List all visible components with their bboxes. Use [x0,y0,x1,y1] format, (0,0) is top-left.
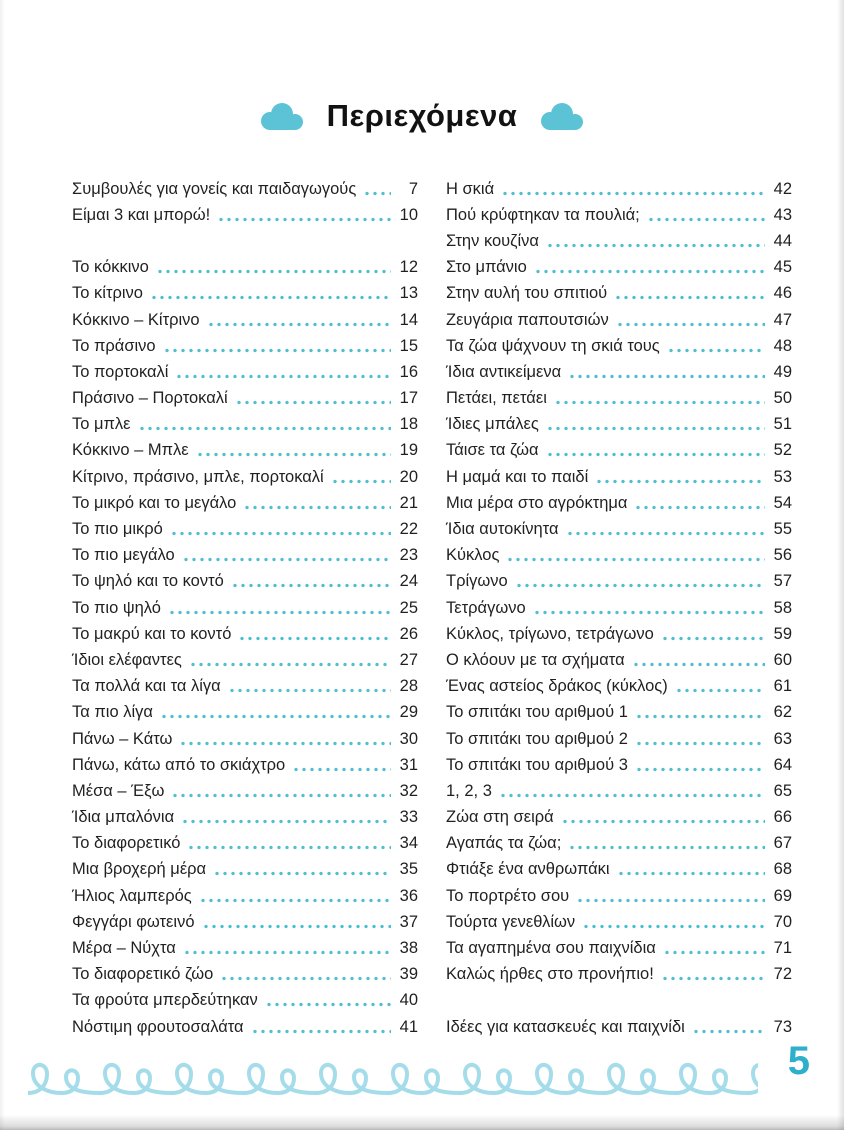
page-title: Περιεχόμενα [326,98,518,133]
toc-entry [72,988,418,1014]
toc-entry-title: Στην κουζίνα [446,231,539,250]
toc-entry [72,909,418,935]
toc-entry [446,883,792,909]
toc-entry [72,647,418,673]
toc-entry-page: 54 [773,493,792,512]
dotted-leader [217,217,391,222]
toc-entry-title: Το πιο μεγάλο [72,546,175,565]
toc-entry [446,543,792,569]
toc-entry-title: Ίδιοι ελέφαντες [72,650,182,669]
dotted-leader [163,348,391,353]
toc-entry-page: 59 [773,624,792,643]
toc-entry [446,621,792,647]
toc-entry [72,752,418,778]
dotted-leader [534,269,765,274]
dotted-leader [566,531,766,536]
toc-entry [446,1014,792,1040]
toc-entry [72,595,418,621]
toc-entry [446,935,792,961]
toc-entry [72,778,418,804]
dotted-leader [661,636,765,641]
toc-entry-title: Τα πολλά και τα λίγα [72,677,221,696]
toc-entry [446,333,792,359]
dotted-leader [138,426,391,431]
dotted-leader [228,688,391,693]
toc-entry [72,359,418,385]
toc-entry-page: 42 [773,179,792,198]
dotted-leader [499,793,765,798]
toc-entry-title: Καλώς ήρθες στο προνήπιο! [446,965,654,984]
toc-entry [446,726,792,752]
toc-entry-page: 71 [773,939,792,958]
toc-entry-page: 15 [399,336,418,355]
toc-entry-title: Τρίγωνο [446,572,508,591]
dotted-leader [202,924,391,929]
toc-entry [446,490,792,516]
dotted-leader [647,217,765,222]
toc-entry [72,438,418,464]
toc-entry [446,516,792,542]
dotted-leader [533,610,765,615]
toc-entry [446,674,792,700]
toc-entry-page: 62 [773,703,792,722]
toc-entry-page: 43 [773,205,792,224]
toc-entry-page: 70 [773,912,792,931]
toc-entry-title: Μέρα – Νύχτα [72,939,176,958]
toc-entry-title: Το σπιτάκι του αριθμού 1 [446,703,628,722]
toc-entry-title: Τα ζώα ψάχνουν τη σκιά τους [446,336,660,355]
toc-entry-title: Τα φρούτα μπερδεύτηκαν [72,991,258,1010]
dotted-leader [667,348,765,353]
toc-entry-title: Κύκλος [446,546,500,565]
toc-entry [446,307,792,333]
page-edge-shadow-bottom [0,1115,844,1130]
toc-entry-page: 36 [399,886,418,905]
cloud-icon-right [537,101,587,131]
page-header [0,98,844,134]
toc-entry-title: Κόκκινο – Κίτρινο [72,310,200,329]
toc-entry-title: Το μπλε [72,415,131,434]
dotted-leader [561,819,765,824]
dotted-leader [170,531,391,536]
toc-entry-page: 72 [773,965,792,984]
dotted-leader [616,322,765,327]
toc-entry-page: 45 [773,258,792,277]
dotted-leader [181,819,391,824]
toc-entry [446,857,792,883]
dotted-leader [213,871,391,876]
dotted-leader [506,557,765,562]
toc-entry-title: Κόκκινο – Μπλε [72,441,189,460]
toc-entry-title: Ίδιες μπάλες [446,415,539,434]
dotted-leader [554,400,765,405]
dotted-leader [182,557,391,562]
dotted-leader [265,1002,391,1007]
toc-entry [72,464,418,490]
dotted-leader [568,845,765,850]
toc-entry [446,569,792,595]
toc-entry [72,935,418,961]
squiggle-border [28,1056,758,1102]
toc-entry-title: Πάνω – Κάτω [72,729,173,748]
toc-entry-title: Ζώα στη σειρά [446,808,554,827]
toc-entry-page: 52 [773,441,792,460]
toc-entry-page: 37 [399,912,418,931]
toc-entry-title: Πού κρύφτηκαν τα πουλιά; [446,205,640,224]
toc-entry-page: 26 [399,624,418,643]
toc-entry-title: Το πιο ψηλό [72,598,161,617]
toc-entry [72,674,418,700]
toc-entry-page: 18 [399,415,418,434]
dotted-leader [183,950,391,955]
toc-entry-page: 61 [773,677,792,696]
dotted-leader [292,767,391,772]
toc-entry-page: 65 [773,781,792,800]
toc-entry-page: 41 [399,1017,418,1036]
toc-entry-title: Ζευγάρια παπουτσιών [446,310,609,329]
page-edge-shadow-right [837,0,844,1130]
dotted-leader [632,662,765,667]
toc-entry-title: Τα αγαπημένα σου παιχνίδια [446,939,656,958]
toc-entry [72,307,418,333]
toc-entry-title: Το μικρό και το μεγάλο [72,493,237,512]
toc-entry [446,831,792,857]
toc-entry-page: 66 [773,808,792,827]
toc-entry-title: Πάνω, κάτω από το σκιάχτρο [72,755,286,774]
toc-entry [446,176,792,202]
toc-entry [72,176,418,202]
dotted-leader [546,426,765,431]
dotted-leader [171,793,391,798]
toc-entry-title: Τα πιο λίγα [72,703,153,722]
toc-entry-page: 51 [773,415,792,434]
toc-entry [72,490,418,516]
toc-entry-title: Μια βροχερή μέρα [72,860,207,879]
toc-entry-title: Το διαφορετικό [72,834,181,853]
toc-entry-title: Ιδέες για κατασκευές και παιχνίδι [446,1017,685,1036]
toc-entry-title: Το πράσινο [72,336,156,355]
toc-entry [72,516,418,542]
toc-entry-title: Το σπιτάκι του αριθμού 3 [446,755,628,774]
toc-entry-title: Το διαφορετικό ζώο [72,965,214,984]
toc-entry-title: Νόστιμη φρουτοσαλάτα [72,1017,244,1036]
toc-entry [446,752,792,778]
dotted-leader [220,976,391,981]
toc-entry [446,359,792,385]
dotted-leader [150,295,391,300]
toc-column-left [72,176,418,1040]
toc-entry-page: 68 [773,860,792,879]
dotted-leader [635,741,765,746]
toc-entry-title: Τετράγωνο [446,598,526,617]
cloud-icon-left [257,101,307,131]
toc-entry-page: 23 [399,546,418,565]
toc-entry-page: 73 [773,1017,792,1036]
dotted-leader [614,295,765,300]
toc-entry-page: 32 [399,781,418,800]
toc-entry-page: 22 [399,520,418,539]
toc-entry-page: 13 [399,284,418,303]
toc-entry-page: 7 [408,179,418,198]
toc-entry-page: 49 [773,362,792,381]
toc-entry [446,202,792,228]
toc-entry [72,569,418,595]
dotted-leader [634,505,765,510]
toc-entry-page: 25 [399,598,418,617]
dotted-leader [595,479,765,484]
toc-entry-page: 57 [773,572,792,591]
toc-entry-title: Η σκιά [446,179,495,198]
toc-entry [446,464,792,490]
dotted-leader [515,583,765,588]
toc-entry-title: Αγαπάς τα ζώα; [446,834,562,853]
toc-entry-page: 69 [773,886,792,905]
toc-entry [446,228,792,254]
dotted-leader [663,950,765,955]
toc-entry [72,805,418,831]
dotted-leader [243,505,391,510]
toc-column-right [446,176,792,1040]
toc-entry [72,1014,418,1040]
toc-entry-page: 14 [399,310,418,329]
dotted-leader [582,924,765,929]
toc-entry-title: Κίτρινο, πράσινο, μπλε, πορτοκαλί [72,467,324,486]
dotted-leader [661,976,765,981]
toc-entry-page: 64 [773,755,792,774]
toc-entry-page: 38 [399,939,418,958]
toc-entry [446,255,792,281]
toc-entry-title: Τάισε τα ζώα [446,441,539,460]
toc-entry [72,857,418,883]
dotted-leader [207,322,391,327]
toc-entry [72,543,418,569]
toc-entry-title: Το μακρύ και το κοντό [72,624,232,643]
dotted-leader [251,1029,391,1034]
toc-entry-title: Το κόκκινο [72,258,149,277]
toc-entry-title: Πετάει, πετάει [446,389,547,408]
dotted-leader [635,714,765,719]
toc-entry-title: Η μαμά και το παιδί [446,467,589,486]
toc-entry-title: Ίδια μπαλόνια [72,808,175,827]
toc-entry-page: 27 [399,650,418,669]
toc-entry-title: Πράσινο – Πορτοκαλί [72,389,228,408]
dotted-leader [635,767,765,772]
dotted-leader [675,688,765,693]
toc-entry [72,962,418,988]
toc-entry-page: 19 [399,441,418,460]
toc-entry [72,333,418,359]
toc-group-gap [446,988,792,1014]
toc-entry-page: 63 [773,729,792,748]
dotted-leader [160,714,391,719]
toc-entry-title: Τούρτα γενεθλίων [446,912,576,931]
toc-entry-page: 60 [773,650,792,669]
toc-entry-page: 44 [773,231,792,250]
toc-entry-title: Φτιάξε ένα ανθρωπάκι [446,860,610,879]
dotted-leader [546,452,765,457]
dotted-leader [568,374,765,379]
toc-entry-page: 21 [399,493,418,512]
toc-entry [72,386,418,412]
toc-entry-page: 31 [399,755,418,774]
toc-entry [446,962,792,988]
page-edge-shadow-left [0,0,5,1130]
toc-entry-page: 40 [399,991,418,1010]
toc-entry [446,647,792,673]
toc-entry [72,281,418,307]
toc-entry-page: 46 [773,284,792,303]
dotted-leader [546,243,765,248]
toc-entry-page: 67 [773,834,792,853]
dotted-leader [501,191,765,196]
toc-entry [72,255,418,281]
dotted-leader [187,845,391,850]
toc-entry-page: 33 [399,808,418,827]
toc-entry [72,621,418,647]
table-of-contents [72,176,792,1040]
toc-entry [446,778,792,804]
dotted-leader [168,610,391,615]
toc-entry [72,831,418,857]
toc-entry-title: Το σπιτάκι του αριθμού 2 [446,729,628,748]
toc-entry-title: Ίδια αντικείμενα [446,362,562,381]
toc-entry-page: 47 [773,310,792,329]
dotted-leader [175,374,391,379]
toc-entry-title: Συμβουλές για γονείς και παιδαγωγούς [72,179,357,198]
toc-entry-page: 12 [399,258,418,277]
toc-entry-title: Είμαι 3 και μπορώ! [72,205,211,224]
toc-entry-title: Το ψηλό και το κοντό [72,572,224,591]
toc-entry-page: 53 [773,467,792,486]
toc-group-gap [72,228,418,254]
dotted-leader [196,452,391,457]
toc-entry [446,805,792,831]
toc-entry-title: Κύκλος, τρίγωνο, τετράγωνο [446,624,654,643]
dotted-leader [576,898,765,903]
dotted-leader [235,400,391,405]
dotted-leader [156,269,391,274]
toc-entry-title: Ήλιος λαμπερός [72,886,192,905]
toc-entry-page: 28 [399,677,418,696]
dotted-leader [363,191,391,196]
toc-entry-title: Μέσα – Έξω [72,781,165,800]
toc-entry [446,700,792,726]
toc-entry-page: 34 [399,834,418,853]
dotted-leader [189,662,391,667]
toc-entry-page: 10 [399,205,418,224]
toc-entry-title: 1, 2, 3 [446,781,492,800]
toc-entry-page: 20 [399,467,418,486]
dotted-leader [692,1029,765,1034]
toc-entry [72,883,418,909]
toc-entry-page: 16 [399,362,418,381]
toc-entry-page: 39 [399,965,418,984]
dotted-leader [331,479,391,484]
toc-entry-page: 17 [399,389,418,408]
toc-entry-title: Το πορτρέτο σου [446,886,570,905]
dotted-leader [231,583,391,588]
toc-entry-page: 29 [399,703,418,722]
dotted-leader [617,871,765,876]
toc-entry-title: Το κίτρινο [72,284,143,303]
toc-entry [72,700,418,726]
toc-entry-title: Φεγγάρι φωτεινό [72,912,195,931]
toc-entry-page: 35 [399,860,418,879]
toc-entry-page: 55 [773,520,792,539]
toc-entry-page: 50 [773,389,792,408]
toc-entry-page: 56 [773,546,792,565]
toc-entry-title: Το πορτοκαλί [72,362,169,381]
toc-entry [72,202,418,228]
toc-entry-page: 48 [773,336,792,355]
toc-entry [446,438,792,464]
toc-entry [446,281,792,307]
toc-entry-title: Το πιο μικρό [72,520,163,539]
toc-entry [446,412,792,438]
toc-entry [446,386,792,412]
toc-entry-title: Ένας αστείος δράκος (κύκλος) [446,677,668,696]
dotted-leader [199,898,391,903]
toc-entry-page: 24 [399,572,418,591]
toc-entry-title: Μια μέρα στο αγρόκτημα [446,493,628,512]
page-number: 5 [787,1039,810,1083]
toc-entry-page: 30 [399,729,418,748]
toc-entry-title: Στην αυλή του σπιτιού [446,284,608,303]
toc-entry [446,595,792,621]
toc-entry [72,726,418,752]
toc-entry [446,909,792,935]
toc-entry-title: Ο κλόουν με τα σχήματα [446,650,625,669]
dotted-leader [179,741,391,746]
toc-entry-title: Ίδια αυτοκίνητα [446,520,559,539]
toc-entry-title: Στο μπάνιο [446,258,527,277]
toc-entry [72,412,418,438]
dotted-leader [238,636,391,641]
toc-entry-page: 58 [773,598,792,617]
